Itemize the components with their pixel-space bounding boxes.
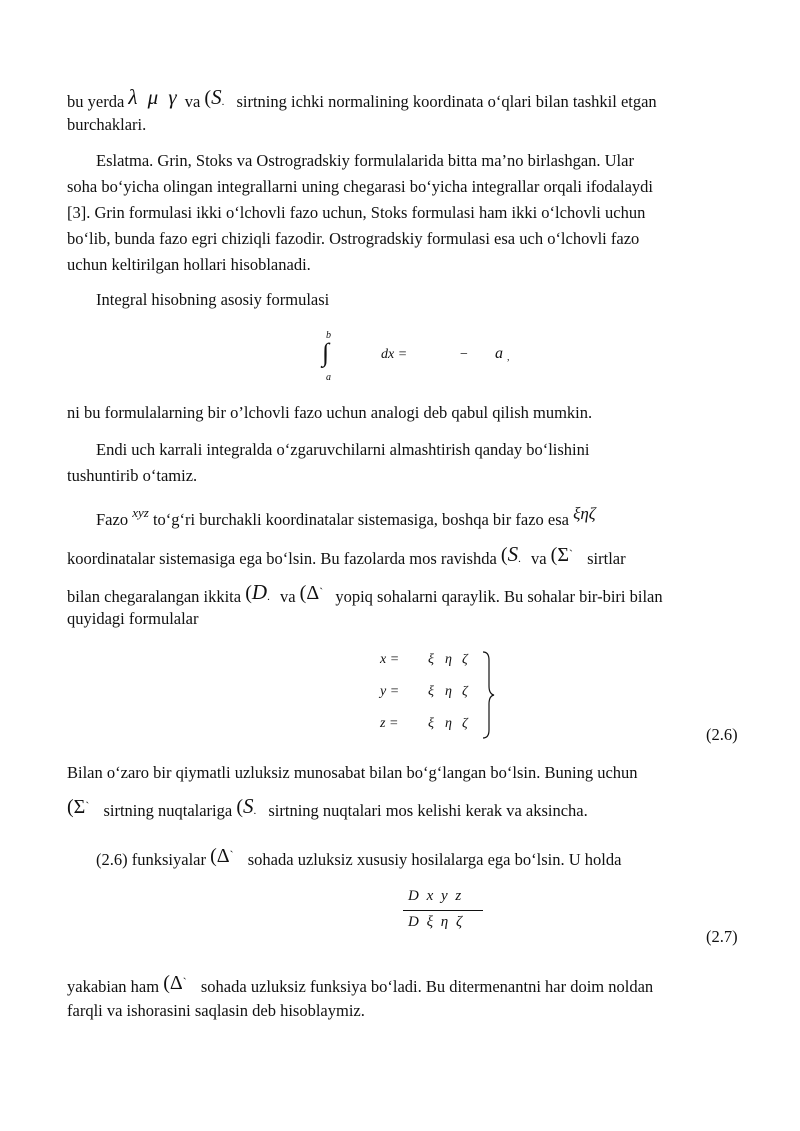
xi-symbol: ξ: [428, 716, 434, 731]
domain-D-symbol: D: [251, 580, 268, 604]
document-page: bu yerda λ μ γ va (S. sirtning ichki normalining koordinata o‘qlari bilan tashkil etgan burchaklari. Eslatma. Grin, Stoks va Ostrogradskiy formulalarida bitta ma’no birlashgan. Ular soha bo‘yicha olingan integrallarni uning chegarasi bo‘yicha integrallar orqali ifodalaydi [3]. Grin formulasi ikki o‘lchovli fazo uchun, Stoks formulasi ham ikki o‘lchovli uchun bo‘lib, bunda fazo egri chiziqli fazodir. Ostrogradskiy formulasi esa uch o‘lchovli fazo uchun keltirilgan hollari hisoblanadi. Integral hisobning asosiy formulasi b ∫ a dx = − a , ni bu formulalarning bir o’lchovli fazo uchun analogi deb qabul qilish mumkin. Endi uch karrali integralda o‘zgaruvchilarni almashtirish qanday bo‘lishini tushuntirib o‘tamiz. Fazo $^{xyz}$ to‘g‘ri burchakli koordinatalar sistemasiga, boshqa bir fazo esa ξηζ koordinatalar sistemasiga ega bo‘lsin. Bu fazolarda mos ravishda (S. va (Σ` sirtlar bilan chegaralangan ikkita (D. va (Δ` yopiq sohalarni qaraylik. Bu sohalar bir-biri bilan quyidagi formulalar x = ξ η ζ y = ξ η ζ z = ξ η ζ (2.6) Bilan o‘zaro bir qiymatli uzluksiz munosabat bilan bo‘g‘langan bo‘lsin. Buning uchun (Σ` sirtning nuqtalariga (S. sirtning nuqtalari mos kelishi kerak va aksincha. (2.6) funksiyalar (Δ` sohada uzluksiz xususiy hosilalarga ega bo‘lsin. U holda D x y z D ξ η ζ (2.7) yakabian ham (Δ` sohada uzluksiz funksiya bo‘ladi. Bu ditermenantni har doim noldan farqli va ishorasini saqlasin deb hisoblaymiz.: [67, 85, 738, 1020]
open-paren: (: [204, 87, 212, 109]
integral-sign: ∫: [322, 338, 330, 367]
text-va: va: [184, 92, 201, 111]
integral-dx: dx =: [381, 347, 408, 362]
paragraph-line-2: burchaklari.: [67, 115, 147, 134]
mu-symbol: μ: [147, 85, 159, 109]
text-sirtning-nuqtalariga: sirtning nuqtalariga: [103, 801, 233, 820]
equation-number-2-6: (2.6): [706, 725, 738, 744]
eta-symbol: η: [445, 716, 452, 731]
jacobian-numerator: D x y z: [408, 888, 462, 904]
paragraph-line-10: Endi uch karrali integralda o‘zgaruvchilarni almashtirish qanday bo‘lishini: [96, 440, 590, 459]
integral-lower-limit: a: [326, 372, 331, 383]
delta-symbol: Δ: [216, 845, 230, 867]
jacobian-denominator: D ξ η ζ: [408, 914, 463, 930]
fraction-bar: [403, 910, 483, 911]
integral-minus: −: [460, 347, 468, 362]
paragraph-line-5: [3]. Grin formulasi ikki o‘lchovli fazo uchun, Stoks formulasi ham ikki o‘lchovli uchun: [67, 203, 646, 222]
right-brace: [480, 650, 496, 740]
open-paren: (: [245, 582, 252, 604]
paragraph-line-6: bo‘lib, bunda fazo egri chiziqli fazodir. Ostrogradskiy formulasi esa uch o‘lchovli fazo: [67, 229, 640, 248]
open-paren: (: [550, 544, 558, 566]
delta-symbol: Δ: [169, 972, 183, 994]
xi-symbol: ξ: [428, 652, 434, 667]
open-paren: (: [163, 972, 170, 994]
text-sohada-funksiya: sohada uzluksiz funksiya bo‘ladi. Bu ditermenantni har doim noldan: [200, 977, 654, 996]
zeta-symbol: ζ: [462, 684, 468, 699]
paragraph-line-12: [96, 504, 596, 530]
equation-number-2-7: (2.7): [706, 927, 738, 946]
surface-S-symbol: S: [211, 85, 222, 109]
eta-symbol: η: [445, 652, 452, 667]
integral-a: a: [495, 345, 503, 362]
sigma-symbol: Σ: [73, 796, 86, 818]
paragraph-line-13: koordinatalar sistemasiga ega bo‘lsin. Bu fazolarda mos ravishda (S. va (Σ` sirtlar: [67, 542, 626, 568]
paragraph-line-4: soha bo‘yicha olingan integrallarni uning chegarasi bo‘yicha integrallar orqali ifodalaydi: [67, 177, 653, 196]
delta-symbol: Δ: [306, 582, 320, 604]
paragraph-line-1: bu yerda λ μ γ va (S. sirtning ichki normalining koordinata o‘qlari bilan tashkil etgan: [67, 85, 657, 111]
text-fazo: Fazo: [96, 510, 129, 529]
text-bilan-chegaralangan: bilan chegaralangan ikkita: [67, 587, 242, 606]
paragraph-line-14: bilan chegaralangan ikkita (D. va (Δ` yopiq sohalarni qaraylik. Bu sohalar bir-biri bilan: [67, 580, 663, 606]
paragraph-line-16: Bilan o‘zaro bir qiymatli uzluksiz munosabat bilan bo‘g‘langan bo‘lsin. Buning uchun: [67, 763, 638, 782]
paragraph-line-15: quyidagi formulalar: [67, 609, 199, 628]
eta-symbol: η: [445, 684, 452, 699]
lambda-symbol: λ: [128, 85, 138, 109]
open-paren: (: [299, 582, 307, 604]
integral-upper-limit: b: [326, 330, 331, 341]
surface-S-symbol: S: [507, 542, 519, 566]
text-yakabian-ham: yakabian ham: [67, 977, 160, 996]
xi-eta-zeta-symbol: ξηζ: [573, 504, 596, 523]
text-sirtlar: sirtlar: [587, 549, 626, 568]
paragraph-line-18: (2.6) funksiyalar (Δ` sohada uzluksiz xususiy hosilalarga ega bo‘lsin. U holda: [96, 845, 622, 869]
xyz-symbol: xyz: [132, 505, 149, 520]
paragraph-line-7: uchun keltirilgan hollari hisoblanadi.: [67, 255, 311, 274]
gamma-symbol: γ: [168, 85, 177, 109]
sigma-symbol: Σ: [557, 544, 569, 566]
surface-S-symbol: S: [243, 794, 254, 818]
equation-x: x =: [380, 652, 400, 667]
paragraph-line-11: tushuntirib o‘tamiz.: [67, 466, 198, 485]
text-mos-kelishi: sirtning nuqtalari mos kelishi kerak va aksincha.: [268, 801, 588, 820]
open-paren: (: [67, 796, 74, 818]
equation-z: z =: [380, 716, 399, 731]
text-coordinate-system: to‘g‘ri burchakli koordinatalar sistemasiga, boshqa bir fazo esa: [152, 510, 569, 529]
zeta-symbol: ζ: [462, 652, 468, 667]
text-bu-yerda: bu yerda: [67, 92, 125, 111]
text-va: va: [530, 549, 547, 568]
paragraph-line-9: ni bu formulalarning bir o’lchovli fazo uchun analogi deb qabul qilish mumkin.: [67, 403, 593, 422]
paragraph-line-8: Integral hisobning asosiy formulasi: [96, 290, 330, 309]
xi-symbol: ξ: [428, 684, 434, 699]
open-paren: (: [500, 544, 508, 566]
text-koordinatalar: koordinatalar sistemasiga ega bo‘lsin. Bu fazolarda mos ravishda: [67, 549, 497, 568]
text-normal-description: sirtning ichki normalining koordinata o‘qlari bilan tashkil etgan: [236, 92, 657, 111]
text-va: va: [279, 587, 296, 606]
open-paren: (: [236, 796, 243, 818]
paragraph-line-17: (Σ` sirtning nuqtalariga (S. sirtning nuqtalari mos kelishi kerak va aksincha.: [67, 794, 588, 820]
text-yopiq-sohalar: yopiq sohalarni qaraylik. Bu sohalar bir-biri bilan: [335, 587, 663, 606]
equation-y: y =: [380, 684, 400, 699]
paragraph-line-19: yakabian ham (Δ` sohada uzluksiz funksiya bo‘ladi. Bu ditermenantni har doim noldan: [67, 972, 654, 996]
zeta-symbol: ζ: [462, 716, 468, 731]
text-sohada-uzluksiz: sohada uzluksiz xususiy hosilalarga ega bo‘lsin. U holda: [247, 850, 622, 869]
paragraph-line-20: farqli va ishorasini saqlasin deb hisoblaymiz.: [67, 1001, 365, 1020]
text-funksiyalar: (2.6) funksiyalar: [96, 850, 206, 869]
paragraph-line-3: Eslatma. Grin, Stoks va Ostrogradskiy formulalarida bitta ma’no birlashgan. Ular: [96, 151, 634, 170]
open-paren: (: [210, 845, 217, 867]
